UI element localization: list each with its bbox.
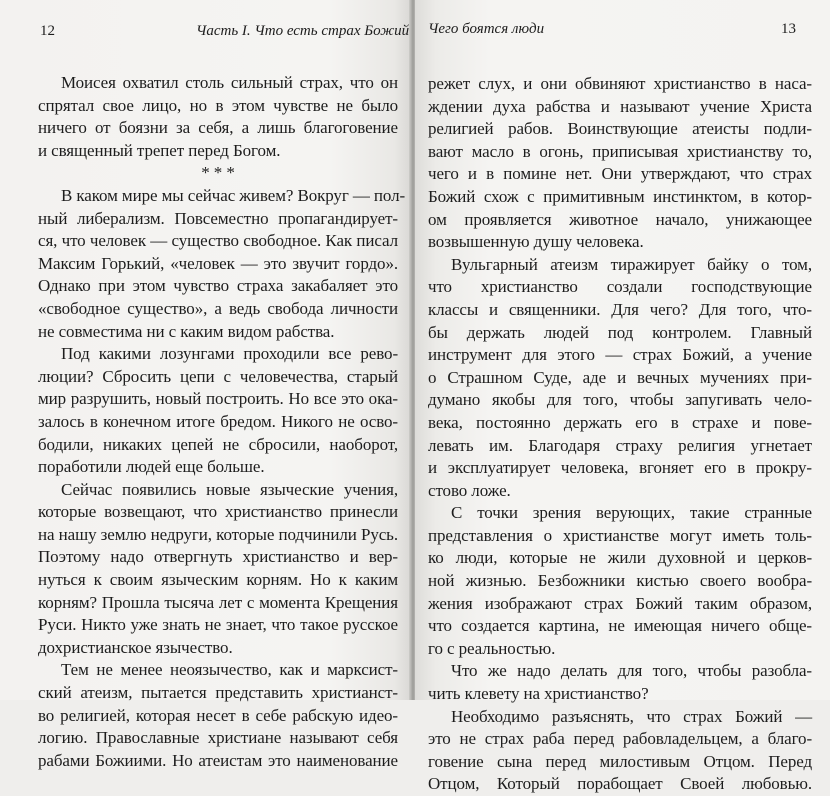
text-line: это не страх раба перед рабовладельцем, а благо- <box>428 729 812 749</box>
text-line: на нашу землю недруги, которые подчинили Русь. <box>38 524 398 544</box>
text-line: Под какими лозунгами проходили все рево- <box>61 344 398 364</box>
text-line: Максим Горький, «человек — это звучит гордо». <box>38 253 398 273</box>
text-line: Необходимо разъяснять, что страх Божий — <box>451 706 812 726</box>
text-line: ский атеизм, пытается представить христианст- <box>38 683 398 703</box>
text-line: логию. Православные христиане называют себя <box>38 728 398 748</box>
text-line: стово ложе. <box>428 480 511 500</box>
text-line: нуться к своим языческим корням. Но к каким <box>38 570 398 590</box>
text-line: го с реальностью. <box>428 638 556 658</box>
text-line: ко люди, которые не жили духовной и церков- <box>428 548 812 568</box>
text-line: поработили людей еще больше. <box>38 457 265 477</box>
text-line: Однако при этом чувство страха закабаляет это <box>38 276 398 296</box>
text-line: бы держать людей под контролем. Главный <box>428 322 812 342</box>
text-line: классы и священники. Для чего? Для того, что- <box>428 299 812 319</box>
text-line: Тем не менее неоязычество, как и марксист- <box>61 660 398 680</box>
text-line: ничего от боязни за себя, а лишь благоговение <box>38 118 398 138</box>
text-line: Моисея охватил столь сильный страх, что он <box>61 73 398 92</box>
text-line: бодили, никаких цепей не сбросили, наоборот, <box>38 434 398 454</box>
text-line: С точки зрения верующих, такие странные <box>451 503 812 523</box>
text-line: Поэтому надо отвергнуть христианство и вер- <box>38 547 398 567</box>
left-page-body <box>38 72 406 772</box>
left-page <box>0 0 411 770</box>
text-line: ной жизнью. Безбожники кистью своего вообра- <box>428 571 812 591</box>
text-line: инструмент для этого — страх Божий, а учение <box>428 345 812 365</box>
text-line: жения изображают страх Божий таким образом, <box>428 593 812 613</box>
text-line: спрятал свое лицо, но в этом чувстве не было <box>38 95 398 115</box>
text-line: люции? Сбросить цепи с человечества, старый <box>38 366 398 386</box>
text-line: рабами Божиими. Но атеистам это наименование <box>38 750 398 770</box>
text-line: что христианство создали господствующие <box>428 277 812 297</box>
text-line: и эксплуатирует человека, вгоняет его в прокру- <box>428 458 812 478</box>
text-line: чего и в помине нет. Они утверждают, что страх <box>428 164 812 184</box>
text-line: Божий схож с примитивным инстинктом, в котор- <box>428 186 812 206</box>
text-line: Руси. Никто уже знать не знает, что такое русское <box>38 615 398 635</box>
text-line: ся, что человек — существо свободное. Как писал <box>38 231 398 251</box>
text-line: ждении духа рабства и называют учение Христа <box>428 96 812 116</box>
text-line: Сейчас появились новые языческие учения, <box>61 479 398 499</box>
right-page <box>415 0 830 794</box>
left-page-number: 12 <box>40 23 55 39</box>
text-line: которые возвещают, что христианство принесли <box>38 502 398 522</box>
text-line: говение сына перед милостивым Отцом. Перед <box>428 751 812 771</box>
right-running-head: Чего боятся люди <box>428 21 545 37</box>
section-break: * * * <box>201 163 235 183</box>
text-line: и священный трепет перед Богом. <box>38 140 281 160</box>
text-line: чить клевету на христианство? <box>428 684 649 704</box>
text-line: «свободное существо», а ведь свобода личности <box>38 298 398 318</box>
left-running-head: Часть I. Что есть страх Божий <box>196 23 410 39</box>
text-line: левать им. Благодаря страху религия угнетает <box>428 435 812 455</box>
text-line: ом проявляется животное начало, унижающее <box>428 209 812 229</box>
right-page-header <box>415 20 830 42</box>
text-line: вают масло в огонь, приписывая христианству то, <box>428 141 812 161</box>
text-line: Отцом, Который порабощает Своей любовью. <box>428 774 812 794</box>
text-line: дохристианское язычество. <box>38 637 233 657</box>
right-page-body <box>428 73 812 796</box>
text-line: не совместима ни с каким видом рабства. <box>38 321 335 341</box>
text-line: возвышенную душу человека. <box>428 232 644 252</box>
text-line: во религией, которая несет в себе рабскую идео- <box>38 705 398 725</box>
text-line: мир разрушить, новый построить. Но все это ока- <box>38 389 398 409</box>
text-line: корням? Прошла тысяча лет с момента Крещения <box>38 592 398 612</box>
left-page-header <box>0 20 411 42</box>
text-line: ный либерализм. Повсеместно пропагандирует- <box>38 208 398 228</box>
text-line: В каком мире мы сейчас живем? Вокруг — пол- <box>61 185 406 205</box>
text-line: что создается картина, не имеющая ничего обще- <box>428 616 812 636</box>
text-line: религией рабов. Воинствующие атеисты подли- <box>428 119 812 139</box>
text-line: о Страшном Суде, аде и вечных мучениях при- <box>428 367 812 387</box>
text-line: века, постоянно держать его в страхе и пове- <box>428 412 812 432</box>
text-line: Что же надо делать для того, чтобы разобла- <box>451 661 812 681</box>
text-line: думано якобы для того, чтобы запугивать чело- <box>428 390 812 410</box>
text-line: залось в конечном итоге бредом. Никого не осво- <box>38 411 398 431</box>
right-page-number: 13 <box>781 21 796 37</box>
text-line: режет слух, и они обвиняют христианство в наса- <box>428 74 812 93</box>
text-line: Вульгарный атеизм тиражирует байку о том, <box>451 254 812 274</box>
text-line: представления о христианстве могут иметь толь- <box>428 525 812 545</box>
